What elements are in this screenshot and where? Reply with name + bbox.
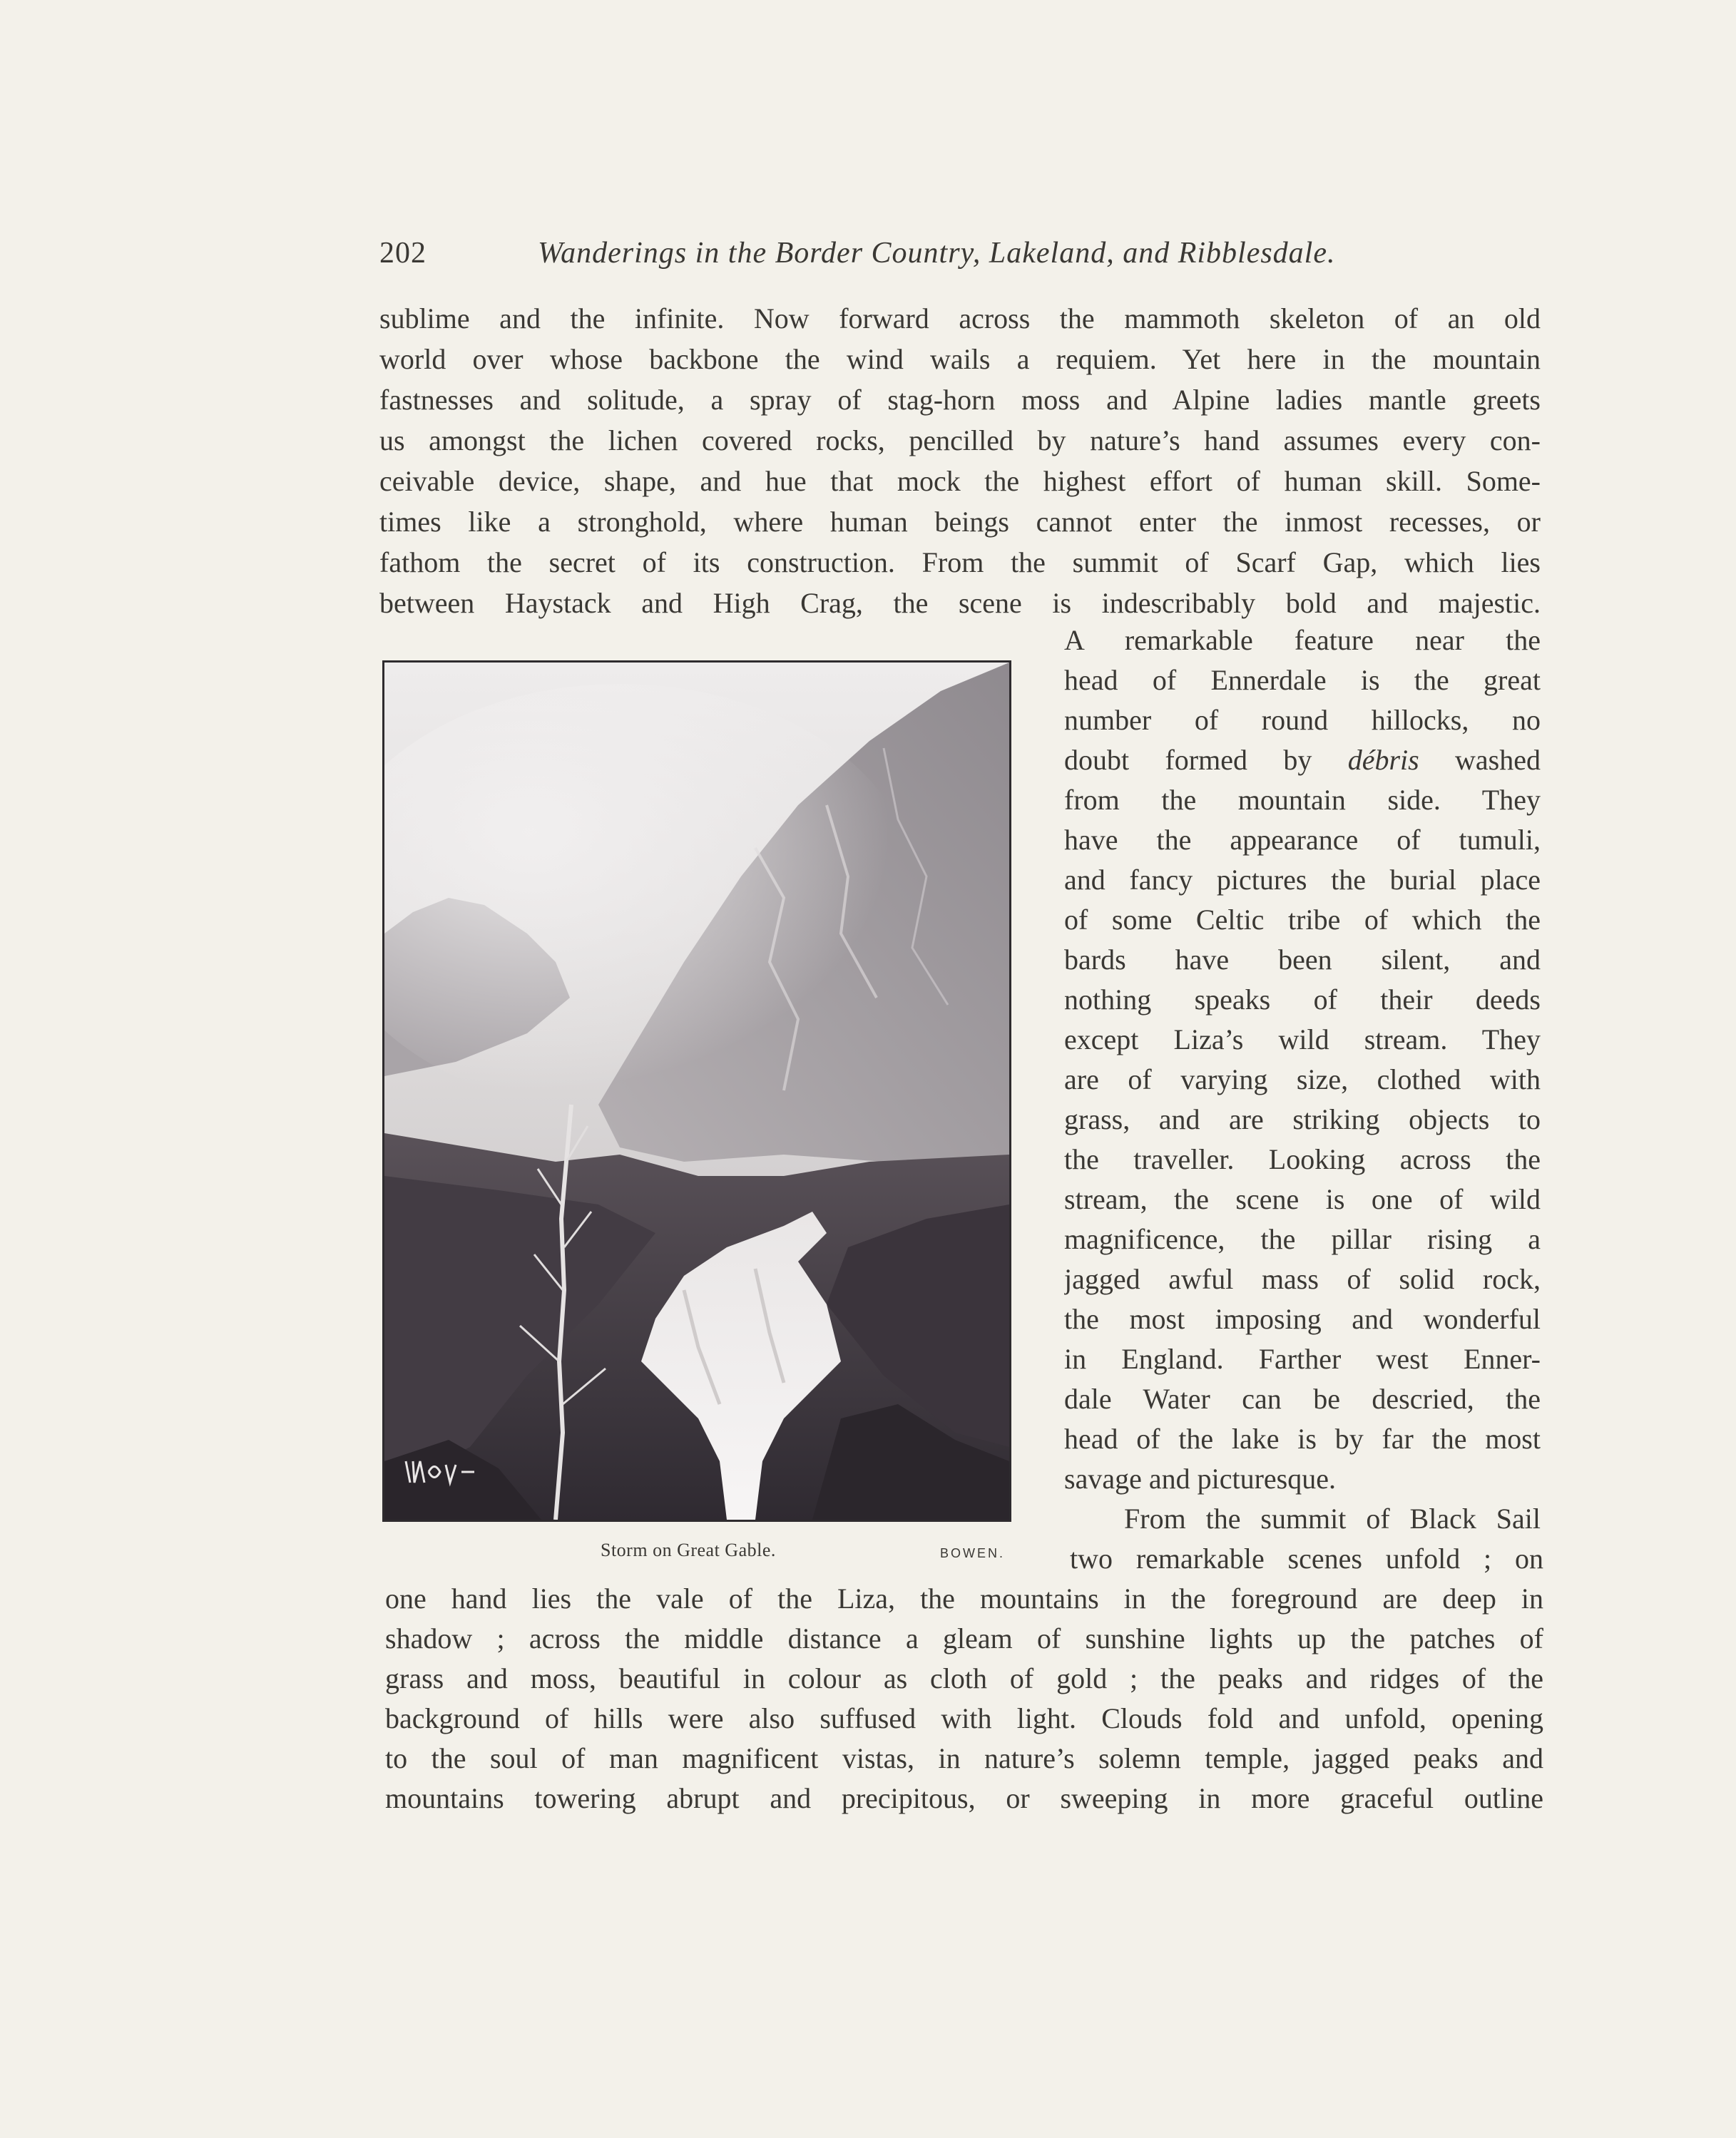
text-line: us amongst the lichen covered rocks, pencilled by nature’s hand assumes every con- xyxy=(379,424,1541,456)
illustration-storm-on-great-gable xyxy=(382,660,1011,1522)
text-line: the most imposing and wonderful xyxy=(1064,1303,1541,1335)
landscape-engraving-image xyxy=(384,663,1009,1520)
text-line: shadow ; across the middle distance a gleam of sunshine lights up the patches of xyxy=(385,1622,1543,1654)
page-number: 202 xyxy=(379,237,427,270)
text-line: doubt formed by débris washed xyxy=(1064,744,1541,776)
text-line: mountains towering abrupt and precipitous, or sweeping in more graceful outline xyxy=(385,1782,1543,1814)
text-line: and fancy pictures the burial place xyxy=(1064,864,1541,896)
text-line: have the appearance of tumuli, xyxy=(1064,824,1541,856)
figure-caption: Storm on Great Gable. xyxy=(601,1540,776,1560)
text-line: fastnesses and solitude, a spray of stag-horn moss and Alpine ladies mantle greets xyxy=(379,384,1541,416)
text-line: magnificence, the pillar rising a xyxy=(1064,1223,1541,1255)
text-line: are of varying size, clothed with xyxy=(1064,1063,1541,1095)
figure-credit: BOWEN. xyxy=(940,1546,1006,1560)
text-line: in England. Farther west Enner- xyxy=(1064,1343,1541,1375)
text-line: world over whose backbone the wind wails a requiem. Yet here in the mountain xyxy=(379,343,1541,375)
text-line: dale Water can be descried, the xyxy=(1064,1383,1541,1415)
text-line: between Haystack and High Crag, the scene is indescribably bold and majestic. xyxy=(379,587,1541,619)
text-line: From the summit of Black Sail xyxy=(1124,1503,1541,1535)
text-line: grass and moss, beautiful in colour as cloth of gold ; the peaks and ridges of the xyxy=(385,1662,1543,1694)
text-line: ceivable device, shape, and hue that mock the highest effort of human skill. Some- xyxy=(379,465,1541,497)
running-header xyxy=(379,232,1406,275)
text-line: of some Celtic tribe of which the xyxy=(1064,904,1541,936)
text-line: bards have been silent, and xyxy=(1064,943,1541,976)
text-line: fathom the secret of its construction. From the summit of Scarf Gap, which lies xyxy=(379,546,1541,578)
text-line: from the mountain side. They xyxy=(1064,784,1541,816)
text-line: jagged awful mass of solid rock, xyxy=(1064,1263,1541,1295)
text-line: nothing speaks of their deeds xyxy=(1064,983,1541,1016)
running-title: Wanderings in the Border Country, Lakeland, and Ribblesdale. xyxy=(538,237,1336,270)
text-line: one hand lies the vale of the Liza, the mountains in the foreground are deep in xyxy=(385,1582,1543,1615)
text-line: except Liza’s wild stream. They xyxy=(1064,1023,1541,1055)
text-line: times like a stronghold, where human beings cannot enter the inmost recesses, or xyxy=(379,506,1541,538)
text-line: background of hills were also suffused with light. Clouds fold and unfold, opening xyxy=(385,1702,1543,1734)
text-line: the traveller. Looking across the xyxy=(1064,1143,1541,1175)
text-line: head of Ennerdale is the great xyxy=(1064,664,1541,696)
text-line: two remarkable scenes unfold ; on xyxy=(1070,1543,1543,1575)
text-line: stream, the scene is one of wild xyxy=(1064,1183,1541,1215)
text-line: A remarkable feature near the xyxy=(1064,624,1541,656)
text-line: grass, and are striking objects to xyxy=(1064,1103,1541,1135)
text-line: savage and picturesque. xyxy=(1064,1463,1336,1495)
text-line: head of the lake is by far the most xyxy=(1064,1423,1541,1455)
text-line: sublime and the infinite. Now forward across the mammoth skeleton of an old xyxy=(379,302,1541,334)
text-line: number of round hillocks, no xyxy=(1064,704,1541,736)
text-line: to the soul of man magnificent vistas, in nature’s solemn temple, jagged peaks and xyxy=(385,1742,1543,1774)
